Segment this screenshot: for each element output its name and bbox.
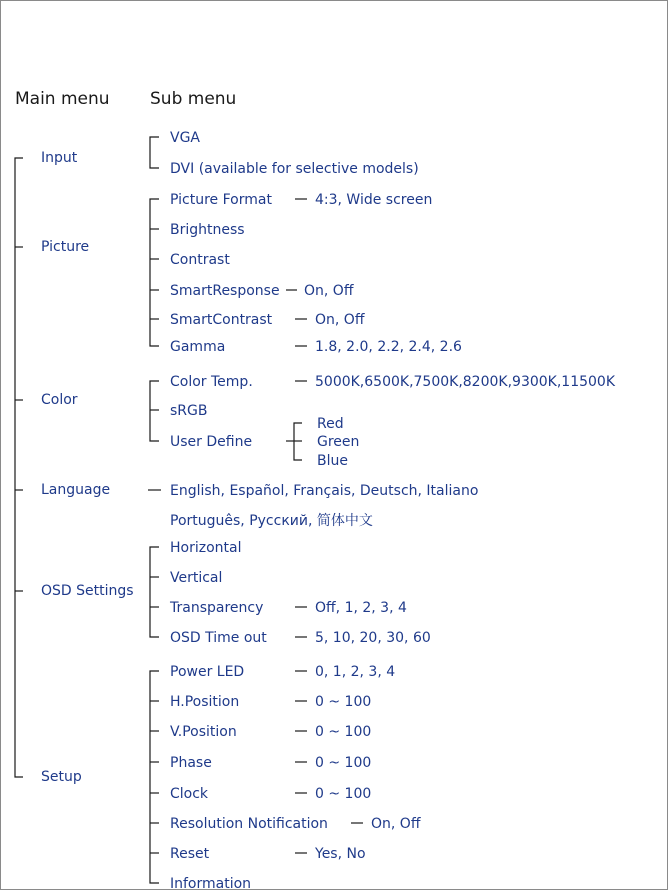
value-smartcontrast: On, Off (315, 312, 365, 328)
main-item-language: Language (41, 482, 111, 498)
sub-item-h-position: H.Position (170, 694, 240, 710)
main-item-color: Color (41, 392, 78, 408)
value-language-line2: Português, Русский, 简体中文 (170, 513, 373, 529)
sub-item-information: Information (170, 876, 252, 889)
sub-item-vertical: Vertical (170, 570, 223, 586)
value-reset: Yes, No (315, 846, 366, 862)
value-phase: 0 ~ 100 (315, 755, 372, 771)
value-gamma: 1.8, 2.0, 2.2, 2.4, 2.6 (315, 339, 462, 355)
sub-item-brightness: Brightness (170, 222, 245, 238)
value-clock: 0 ~ 100 (315, 786, 372, 802)
sub-item-smartcontrast: SmartContrast (170, 312, 273, 328)
value-power-led: 0, 1, 2, 3, 4 (315, 664, 396, 680)
value-h-position: 0 ~ 100 (315, 694, 372, 710)
sub-item-phase: Phase (170, 755, 212, 771)
sub-item-user-define: User Define (170, 434, 253, 450)
main-item-setup: Setup (41, 769, 82, 785)
value-blue: Blue (317, 453, 348, 469)
sub-menu-connectors (148, 137, 302, 883)
sub-item-horizontal: Horizontal (170, 540, 242, 556)
sub-item-osd-timeout: OSD Time out (170, 630, 267, 646)
value-picture-format: 4:3, Wide screen (315, 192, 433, 208)
sub-item-srgb: sRGB (170, 403, 208, 419)
value-green: Green (317, 434, 360, 450)
value-color-temp: 5000K,6500K,7500K,8200K,9300K,11500K (315, 374, 616, 390)
value-transparency: Off, 1, 2, 3, 4 (315, 600, 407, 616)
sub-item-transparency: Transparency (170, 600, 264, 616)
sub-item-dvi: DVI (available for selective models) (170, 161, 419, 177)
value-v-position: 0 ~ 100 (315, 724, 372, 740)
sub-item-vga: VGA (170, 130, 201, 146)
sub-item-power-led: Power LED (170, 664, 245, 680)
sub-item-contrast: Contrast (170, 252, 230, 268)
value-resolution-notification: On, Off (371, 816, 421, 832)
sub-item-reset: Reset (170, 846, 210, 862)
sub-item-gamma: Gamma (170, 339, 226, 355)
sub-item-v-position: V.Position (170, 724, 237, 740)
sub-item-clock: Clock (170, 786, 209, 802)
main-menu-header: Main menu (15, 89, 110, 109)
value-smartresponse: On, Off (304, 283, 354, 299)
value-red: Red (317, 416, 344, 432)
menu-tree-diagram (1, 1, 667, 889)
value-language-line1: English, Español, Français, Deutsch, Italiano (170, 483, 479, 499)
sub-item-picture-format: Picture Format (170, 192, 272, 208)
sub-item-smartresponse: SmartResponse (170, 283, 280, 299)
main-menu-connectors (15, 158, 23, 777)
sub-menu-header: Sub menu (150, 89, 237, 109)
sub-item-color-temp: Color Temp. (170, 374, 253, 390)
main-item-osd-settings: OSD Settings (41, 583, 134, 599)
main-item-picture: Picture (41, 239, 90, 255)
main-item-input: Input (41, 150, 78, 166)
value-osd-timeout: 5, 10, 20, 30, 60 (315, 630, 431, 646)
sub-item-resolution-notification: Resolution Notification (170, 816, 328, 832)
